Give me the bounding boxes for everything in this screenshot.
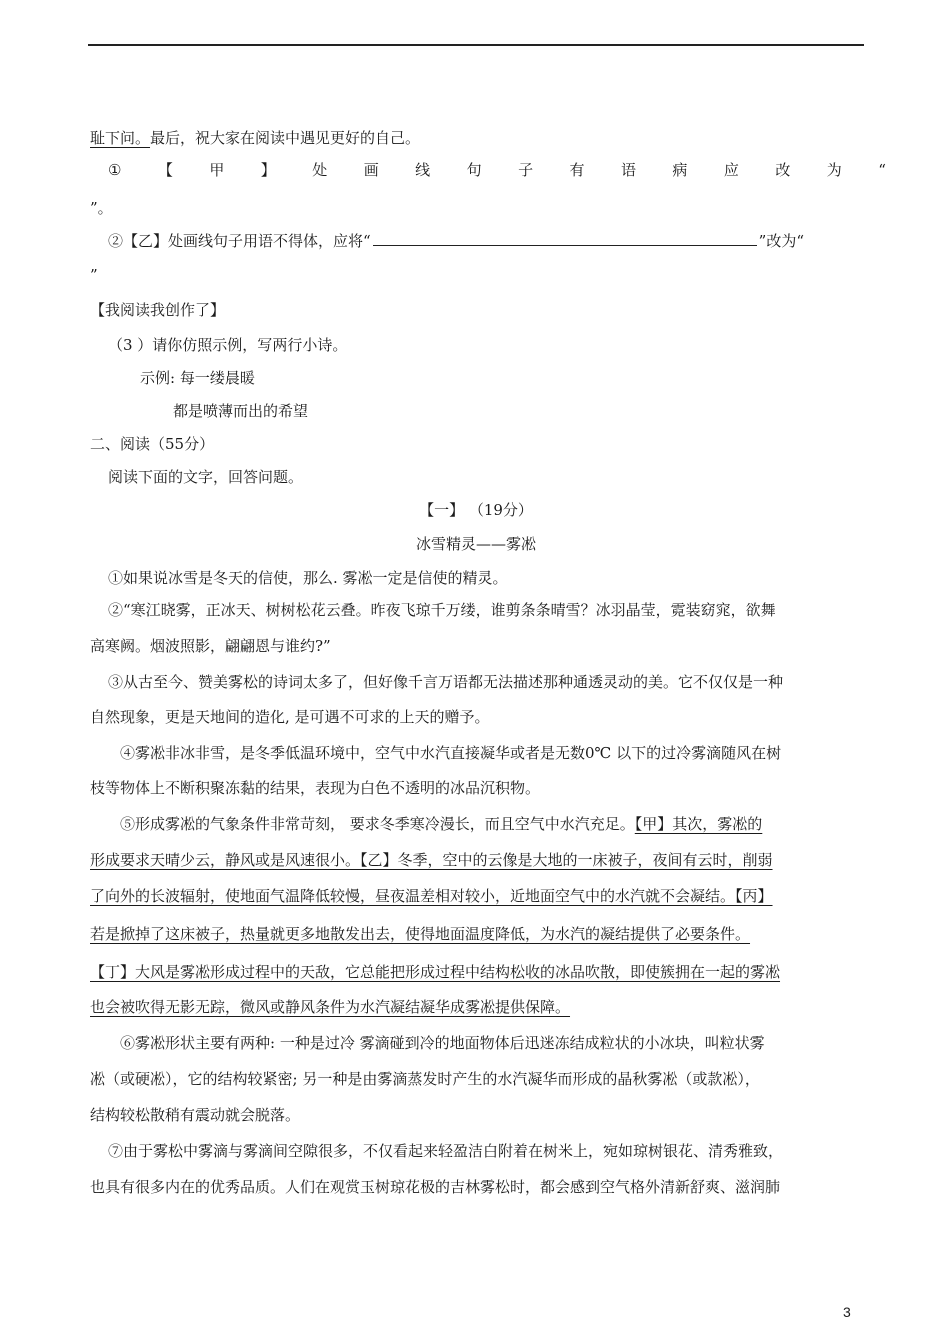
answer-blank [373,231,757,246]
paragraph-line: 自然现象，更是天地间的造化, 是可遇不可求的上天的赠予。 [90,708,490,726]
text-fragment: ②【乙】处画线句子用语不得体，应将“ [108,232,371,250]
underlined-fragment: 【甲】其次，雾凇的 [634,815,763,833]
paragraph-line: ②“寒江晓雾，正冰天、树树松花云叠。昨夜飞琼千万缕，谁剪条条晴雪？冰羽晶莹，霓装窈窕，欲舞 [108,601,776,619]
token: 有 [569,161,585,179]
token: 应 [723,161,739,179]
token: 句 [466,161,482,179]
paragraph-line: ⑥雾凇形状主要有两种: 一种是过冷 雾滴碰到冷的地面物体后迅迷冻结成粒状的小冰块，叫粒状雾 [120,1034,765,1052]
section-heading: 二、阅读（55分） [90,435,215,453]
section-heading: 【我阅读我创作了】 [90,301,226,319]
underlined-line: 形成要求天晴少云，静风或是风速很小。【乙】冬季，空中的云像是大地的一床被子，夜间有云时，削弱 [90,851,773,869]
text-line [90,128,420,148]
token: 语 [620,161,636,179]
paragraph-line: 凇（或硬凇），它的结构较紧密; 另一种是由雾滴蒸发时产生的水汽凝华而形成的晶秋雾凇（或款凇）， [90,1070,760,1088]
paragraph-line: ④雾凇非冰非雪，是冬季低温环境中，空气中水汽直接凝华或者是无数0℃ 以下的过冷雾滴随风在树 [120,744,782,762]
token: 线 [415,161,431,179]
token: 【 [157,161,173,179]
token: 病 [672,161,688,179]
underlined-line: 【丁】大风是雾凇形成过程中的天敌，它总能把形成过程中结构松收的冰品吹散，即使簇拥在一起的雾凇 [90,963,781,981]
token: 画 [363,161,379,179]
paragraph-line: 高寒阙。烟波照影，翩翩恩与谁约?” [90,637,331,655]
paragraph-line [120,814,762,834]
paragraph-line: 也具有很多内在的优秀品质。人们在观赏玉树琼花极的吉林雾松时，都会感到空气格外清新舒爽、滋润肺 [90,1178,781,1196]
part-heading: 【一】 （19分） [419,501,533,519]
token: 甲 [209,161,225,179]
underlined-line: 若是掀掉了这床被子，热量就更多地散发出去，使得地面温度降低，为水汽的凝结提供了必要条件。 [90,925,751,943]
paragraph-line: ⑦由于雾松中雾滴与雾滴间空隙很多，不仅看起来轻盈洁白附着在树米上，宛如琼树银花、清秀雅致， [108,1142,784,1160]
token: 子 [518,161,534,179]
underlined-line: 了向外的长波辐射，使地面气温降低较慢，昼夜温差相对较小，近地面空气中的水汽就不会凝结。【丙】 [90,887,773,905]
header-rule [88,44,864,46]
token: 改 [775,161,791,179]
token: 】 [260,161,276,179]
underlined-line: 也会被吹得无影无踪，微风或静风条件为水汽凝结凝华成雾凇提供保障。 [90,998,571,1016]
underlined-fragment: 耻下问。 [90,129,151,147]
token: ① [108,161,122,179]
token: 为 [826,161,842,179]
text-line: ”。 [90,199,113,217]
text-fragment: ⑤形成雾凇的气象条件非常苛刻， 要求冬季寒冷漫长，而且空气中水汽充足。 [120,815,635,833]
question-1-line [108,160,886,180]
token: “ [878,161,886,179]
text-line: ” [90,266,98,284]
text-fragment: 最后，祝大家在阅读中遇见更好的自己。 [150,129,421,147]
question-2-line [108,231,804,251]
text-fragment: ”改为“ [758,232,805,250]
text-line: 都是喷薄而出的希望 [173,402,309,420]
text-line: （3 ）请你仿照示例，写两行小诗。 [108,336,348,354]
paragraph-line: 枝等物体上不断积聚冻黏的结果，表现为白色不透明的冰品沉积物。 [90,779,541,797]
page-number: 3 [843,1304,851,1320]
paragraph-line: ①如果说冰雪是冬天的信使，那么. 雾凇一定是信使的精灵。 [108,569,508,587]
paragraph-line: ③从古至今、赞美雾松的诗词太多了，但好像千言万语都无法描述那种通透灵动的美。它不仅仅是一种 [108,673,784,691]
article-title: 冰雪精灵——雾凇 [415,535,536,553]
text-line: 示例: 每一缕晨暖 [140,369,255,387]
text-line: 阅读下面的文字，回答问题。 [108,468,304,486]
paragraph-line: 结构较松散稍有震动就会脱落。 [90,1106,301,1124]
token: 处 [312,161,328,179]
